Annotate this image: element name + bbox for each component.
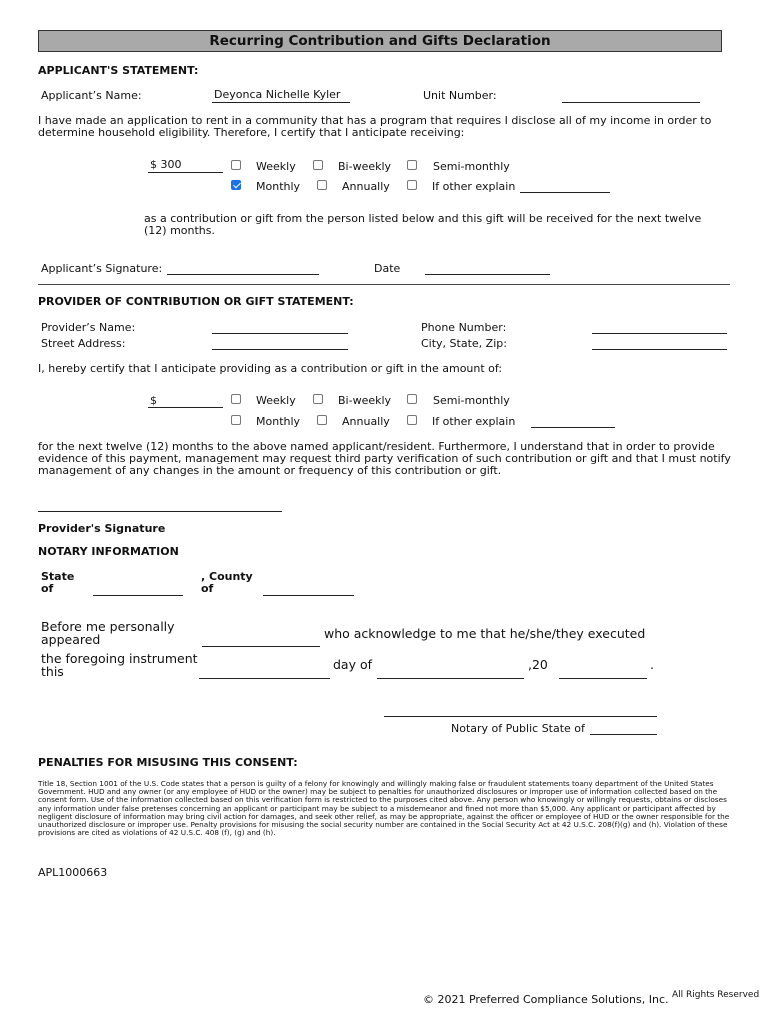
notary-public-state-field[interactable]	[590, 734, 657, 735]
provider-amount[interactable]: $	[150, 394, 157, 407]
provider-semimonthly-label: Semi-monthly	[433, 394, 510, 407]
notary-state-field[interactable]	[93, 595, 183, 596]
applicant-annually-label: Annually	[342, 180, 390, 193]
provider-annually-checkbox[interactable]	[317, 415, 327, 425]
penalties-text: Title 18, Section 1001 of the U.S. Code states that a person is guilty of a felony for knowingly and willingly making false or fraudulent statements toany department of the United States Government. HUD and any owner (or any employee of HUD or the owner) may be subject to penalties for unauthorized disclosures or improper use of information collected based on the consent form. Use of the information collected based on this verification form is restricted to the purposes cited above. Any person who knowingly or willingly requests, obtains or discloses any information under false pretenses concerning an applicant or participant may be subject to a misdemeanor and fined not more than $5,000. Any applicant or participant affected by negligent disclosure of information may bring civil action for damages, and seek other relief, as may be appropriate, against the officer or employee of HUD or the owner responsible for the unauthorized disclosure or improper use. Penalty provisions for misusing the social security number are contained in the Social Security Act at 42 U.S.C. 208(f)(g) and (h). Violation of these provisions are cited as violations of 42 U.S.C. 408 (f), (g) and (h).	[38, 779, 730, 838]
applicant-semimonthly-checkbox[interactable]	[407, 160, 417, 170]
applicant-signature-field[interactable]	[167, 274, 319, 275]
notary-public-label: Notary of Public State of	[451, 722, 585, 735]
provider-weekly-checkbox[interactable]	[231, 394, 241, 404]
applicant-other-field[interactable]	[520, 192, 610, 193]
applicant-biweekly-checkbox[interactable]	[313, 160, 323, 170]
provider-monthly-label: Monthly	[256, 415, 301, 428]
section-divider	[38, 284, 730, 285]
applicant-date-label: Date	[374, 262, 401, 275]
applicant-name-label: Applicant’s Name:	[41, 89, 142, 102]
document-id: APL1000663	[38, 866, 108, 879]
provider-other-field[interactable]	[531, 427, 615, 428]
provider-phone-label: Phone Number:	[421, 321, 507, 334]
applicant-amount[interactable]: $ 300	[150, 158, 182, 171]
applicant-name-line	[212, 102, 350, 103]
applicant-monthly-label: Monthly	[256, 180, 301, 193]
applicant-signature-label: Applicant’s Signature:	[41, 262, 163, 275]
notary-state-label: State of	[41, 570, 75, 595]
provider-other-checkbox[interactable]	[407, 415, 417, 425]
notary-county-field[interactable]	[263, 595, 354, 596]
notary-period: .	[650, 657, 654, 672]
footer-rights: All Rights Reserved	[672, 990, 760, 1000]
provider-heading: PROVIDER OF CONTRIBUTION OR GIFT STATEMENT:	[38, 295, 354, 308]
applicant-heading: APPLICANT'S STATEMENT:	[38, 64, 199, 77]
provider-city-field[interactable]	[592, 349, 727, 350]
provider-phone-field[interactable]	[592, 333, 727, 334]
provider-amount-line	[148, 407, 223, 408]
provider-biweekly-checkbox[interactable]	[313, 394, 323, 404]
provider-name-field[interactable]	[212, 333, 348, 334]
applicant-statement: as a contribution or gift from the person listed below and this gift will be received for the next twelve (12) months.	[144, 212, 702, 237]
applicant-other-label: If other explain	[432, 180, 516, 193]
unit-number-label: Unit Number:	[423, 89, 497, 102]
applicant-weekly-label: Weekly	[256, 160, 296, 173]
notary-year-prefix: ,20	[528, 657, 548, 672]
provider-city-label: City, State, Zip:	[421, 337, 507, 350]
notary-month-field[interactable]	[377, 678, 524, 679]
form-title: Recurring Contribution and Gifts Declaration	[38, 30, 722, 52]
unit-number-field[interactable]	[562, 102, 700, 103]
provider-other-label: If other explain	[432, 415, 516, 428]
provider-name-label: Provider’s Name:	[41, 321, 136, 334]
notary-day-of-text: day of	[333, 657, 373, 672]
notary-appeared-field[interactable]	[202, 646, 320, 647]
provider-street-label: Street Address:	[41, 337, 126, 350]
notary-signature-field[interactable]	[384, 716, 657, 717]
applicant-biweekly-label: Bi-weekly	[338, 160, 392, 173]
applicant-intro: I have made an application to rent in a community that has a program that requires I disclose all of my income in order to determine household eligibility. Therefore, I certify that I anticipate receiving:	[38, 114, 712, 139]
provider-biweekly-label: Bi-weekly	[338, 394, 392, 407]
applicant-weekly-checkbox[interactable]	[231, 160, 241, 170]
provider-monthly-checkbox[interactable]	[231, 415, 241, 425]
provider-annually-label: Annually	[342, 415, 390, 428]
notary-appeared-label: Before me personally appeared	[41, 619, 175, 647]
applicant-semimonthly-label: Semi-monthly	[433, 160, 510, 173]
provider-signature-label: Provider's Signature	[38, 522, 166, 535]
provider-semimonthly-checkbox[interactable]	[407, 394, 417, 404]
notary-county-label: , County of	[201, 570, 253, 595]
notary-acknowledge-text: who acknowledge to me that he/she/they executed	[324, 626, 646, 641]
notary-day-field[interactable]	[199, 678, 330, 679]
footer-copyright: © 2021 Preferred Compliance Solutions, Inc.	[423, 993, 669, 1006]
applicant-annually-checkbox[interactable]	[317, 180, 327, 190]
applicant-other-checkbox[interactable]	[407, 180, 417, 190]
notary-year-field[interactable]	[559, 678, 647, 679]
provider-statement: for the next twelve (12) months to the above named applicant/resident. Furthermore, I understand that in order to provide evidence of this payment, management may request third party verification of such contribution or gift and that I must notify management of any changes in the amount or frequency of this contribution or gift.	[38, 440, 731, 477]
notary-heading: NOTARY INFORMATION	[38, 545, 179, 558]
applicant-amount-line	[148, 172, 223, 173]
applicant-date-field[interactable]	[425, 274, 550, 275]
provider-street-field[interactable]	[212, 349, 348, 350]
applicant-monthly-checkbox[interactable]	[231, 180, 241, 190]
notary-foregoing-label: the foregoing instrument this	[41, 651, 198, 679]
penalties-heading: PENALTIES FOR MISUSING THIS CONSENT:	[38, 756, 298, 769]
applicant-name-value[interactable]: Deyonca Nichelle Kyler	[214, 88, 341, 101]
provider-weekly-label: Weekly	[256, 394, 296, 407]
provider-signature-field[interactable]	[38, 511, 282, 512]
provider-certify: I, hereby certify that I anticipate providing as a contribution or gift in the amount of:	[38, 362, 503, 375]
